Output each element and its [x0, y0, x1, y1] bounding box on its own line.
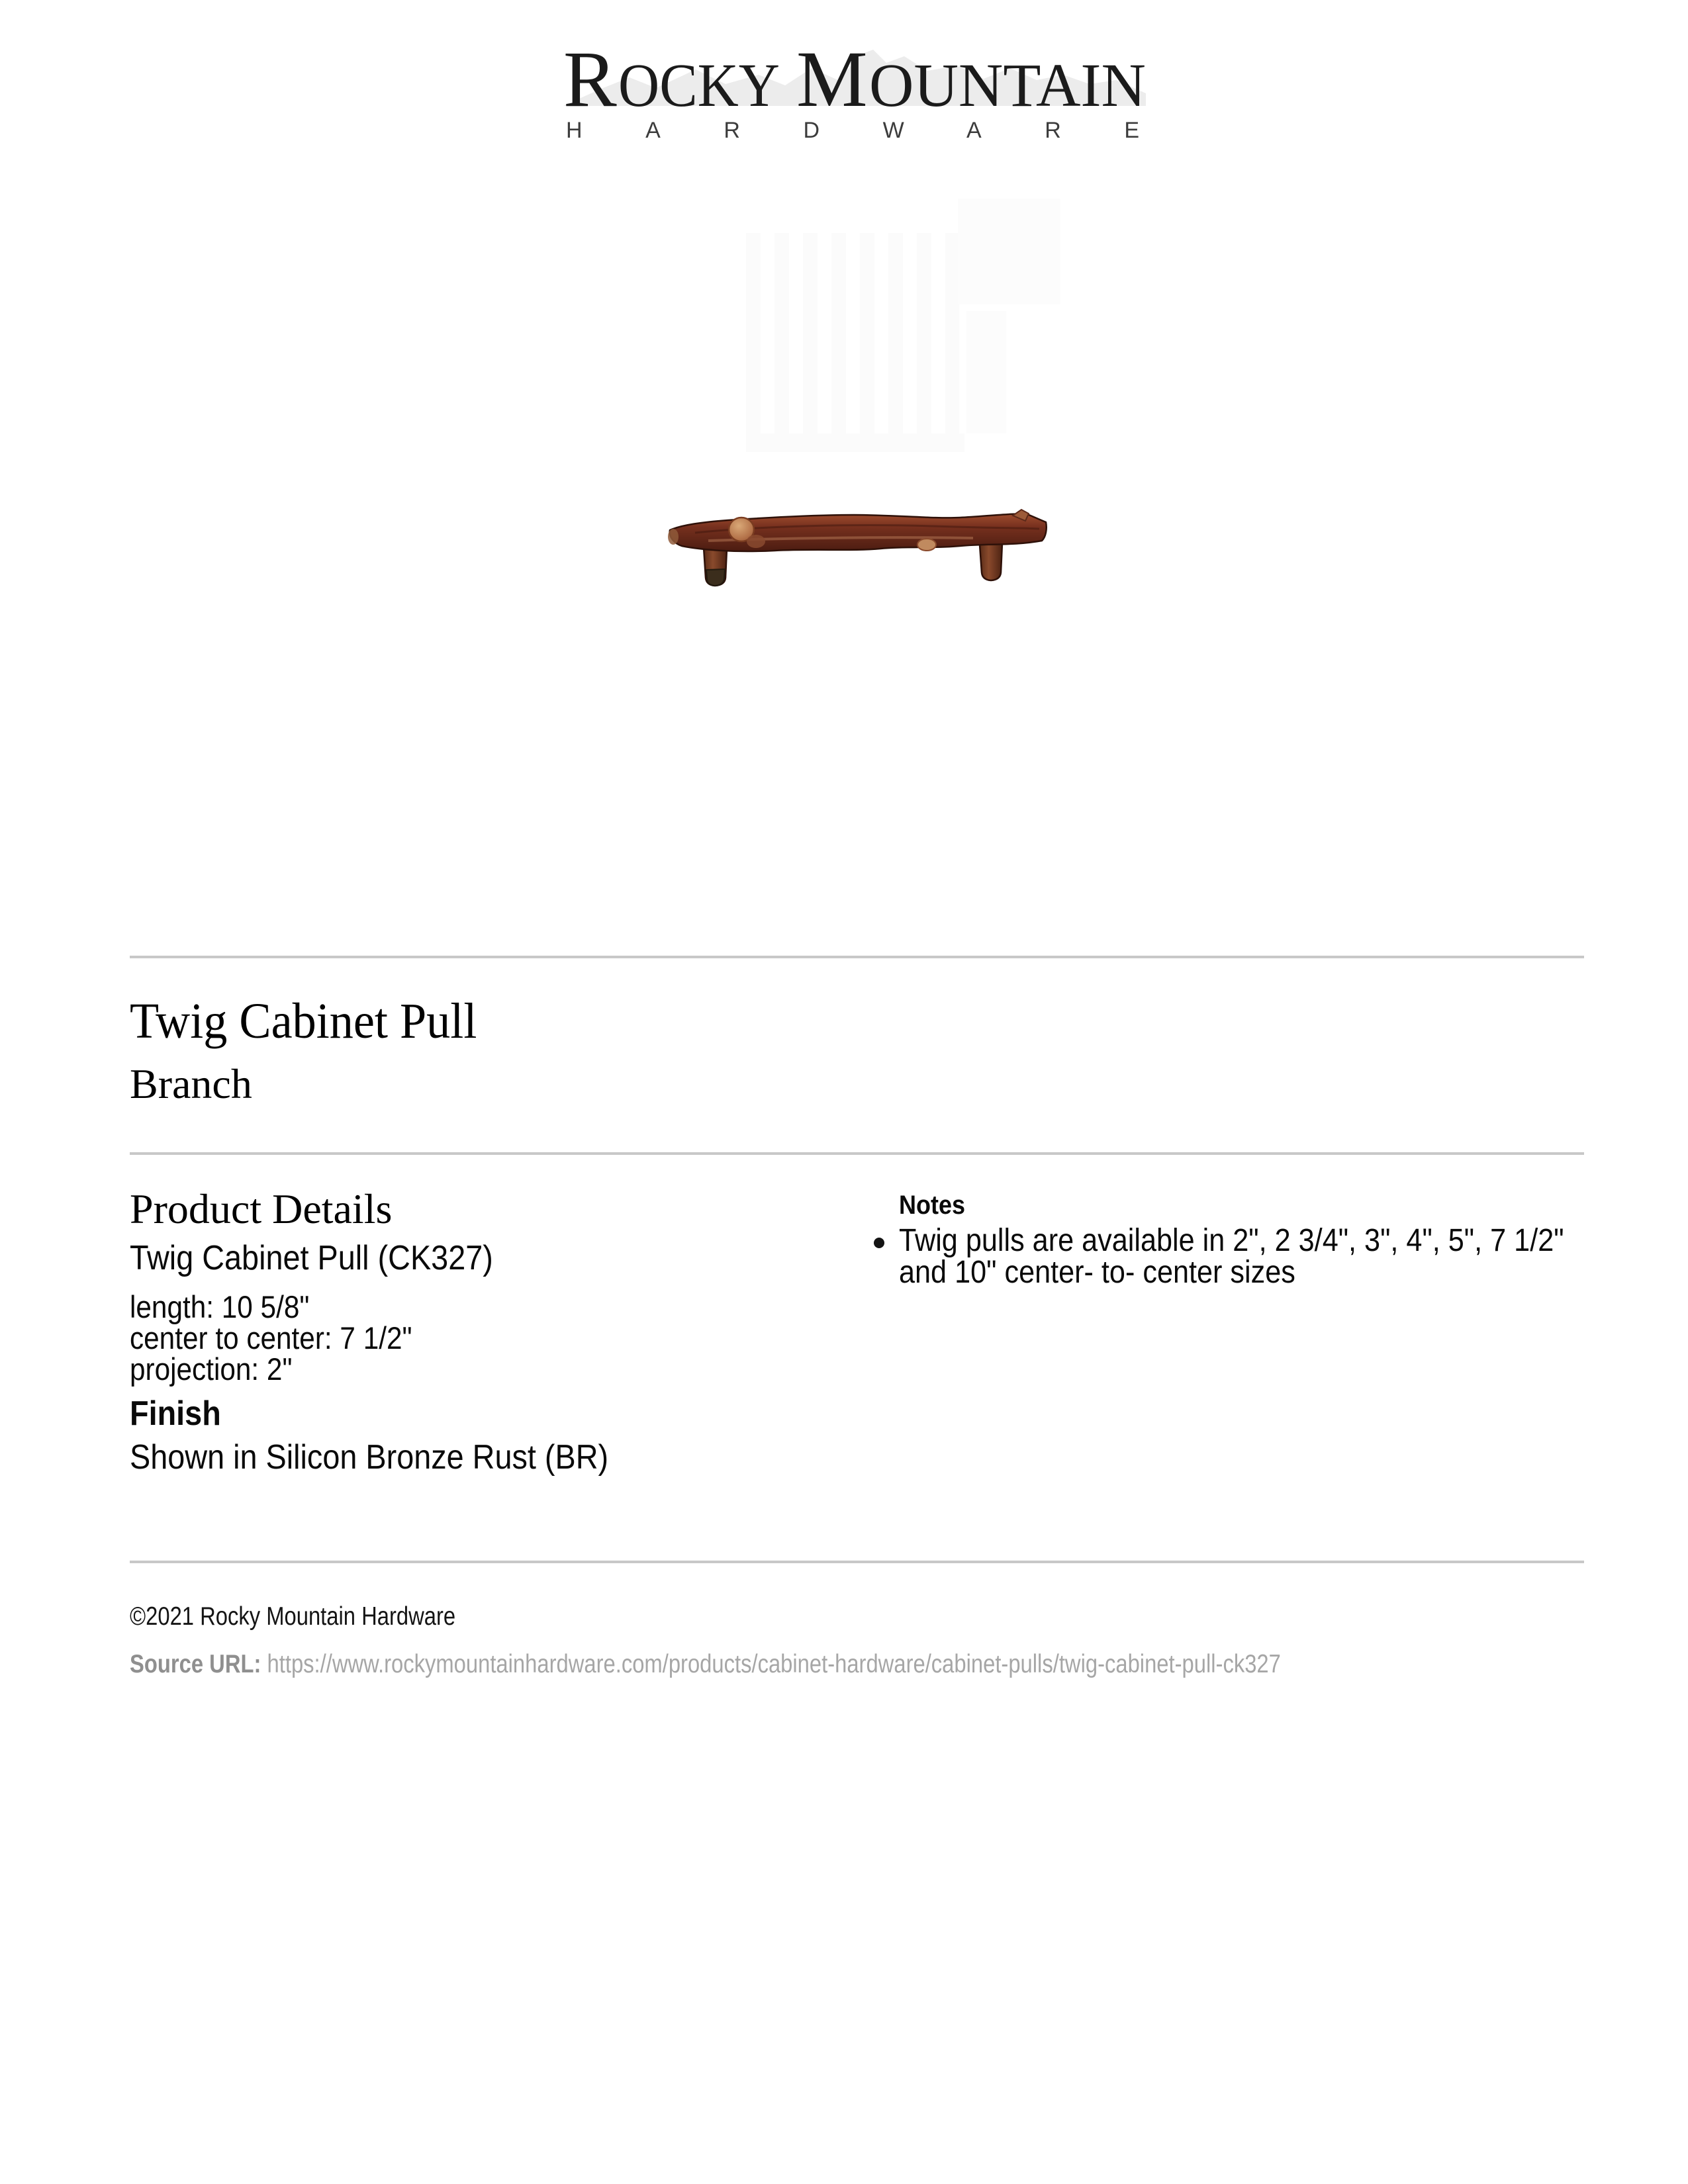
- twig-knot-small: [747, 535, 765, 548]
- image-ghost-artifact: [746, 233, 959, 435]
- source-url-line: [130, 1651, 1281, 1677]
- image-ghost-artifact: [746, 433, 964, 452]
- note-item-line-2: and 10" center- to- center sizes: [899, 1255, 1295, 1290]
- section-heading-notes: Notes: [899, 1191, 966, 1220]
- brand-initial-r: R: [563, 50, 617, 124]
- product-image-twig-pull: [655, 500, 1066, 612]
- brand-subtitle-hardware: HARDWARE: [566, 118, 1139, 143]
- spec-length: length: 10 5/8": [130, 1289, 310, 1324]
- spec-projection: projection: 2": [130, 1351, 293, 1387]
- product-name-and-code: Twig Cabinet Pull (CK327): [130, 1239, 493, 1277]
- twig-left-peg-tip: [706, 569, 725, 586]
- brand-rest-ocky: OCKY: [618, 52, 780, 120]
- source-url-link[interactable]: https://www.rockymountainhardware.com/products/cabinet-hardware/cabinet-pulls/twig-cabinet-pull-ck327: [267, 1650, 1281, 1678]
- twig-mid-knot: [917, 539, 936, 551]
- page-subtitle: Branch: [130, 1060, 252, 1107]
- finish-value: Shown in Silicon Bronze Rust (BR): [130, 1438, 609, 1477]
- bullet-icon: [874, 1238, 884, 1248]
- copyright-text: ©2021 Rocky Mountain Hardware: [130, 1602, 456, 1631]
- spec-center-to-center: center to center: 7 1/2": [130, 1320, 412, 1355]
- brand-initial-m: M: [796, 50, 868, 124]
- image-ghost-artifact: [966, 311, 1006, 433]
- finish-heading: Finish: [130, 1394, 221, 1433]
- divider-middle: [130, 1152, 1584, 1155]
- divider-bottom: [130, 1561, 1584, 1563]
- divider-top: [130, 956, 1584, 958]
- image-ghost-artifact: [958, 199, 1060, 304]
- brand-rest-ountain: OUNTAIN: [869, 52, 1146, 120]
- twig-end-grain: [668, 529, 679, 545]
- source-url-label: Source URL:: [130, 1650, 261, 1678]
- twig-right-peg: [980, 543, 1002, 580]
- page-title: Twig Cabinet Pull: [130, 993, 477, 1049]
- note-item-line-1: Twig pulls are available in 2", 2 3/4", 3", 4", 5", 7 1/2": [899, 1223, 1564, 1258]
- section-heading-product-details: Product Details: [130, 1185, 393, 1232]
- rocky-mountain-logo: [563, 50, 1146, 149]
